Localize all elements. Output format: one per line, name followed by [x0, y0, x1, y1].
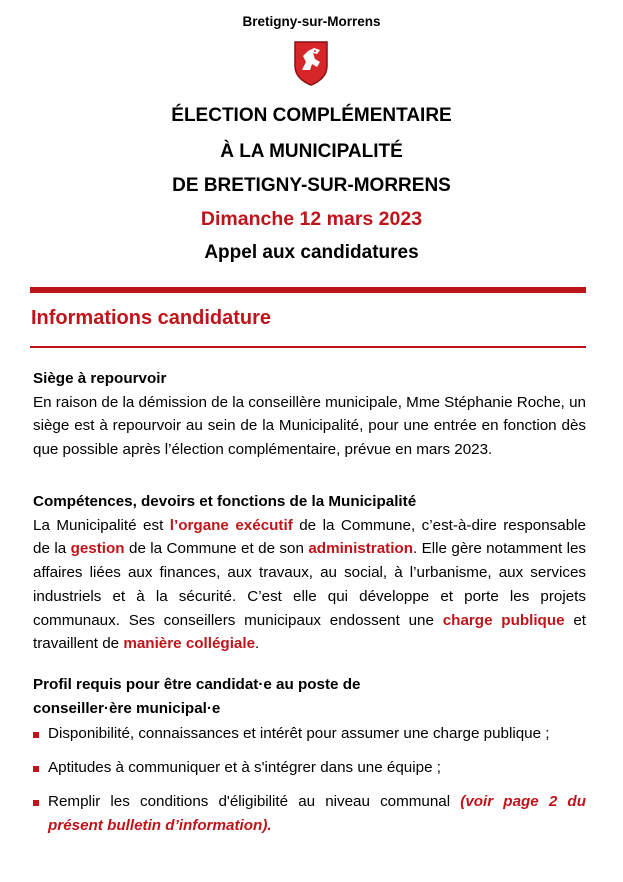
section-top-rule	[30, 287, 586, 293]
competences-text-part: de la Commune, c’est-à-dire responsable de la	[33, 516, 586, 558]
highlight-gestion: gestion	[70, 540, 125, 558]
competences-text-part: et travaillent de	[33, 611, 586, 653]
eligibility-note: (voir page 2 du présent bulletin d’information).	[48, 792, 586, 834]
requirements-list	[33, 722, 586, 837]
list-item	[33, 756, 586, 780]
profil-heading-line-2: conseiller·ère municipal·e	[33, 699, 221, 717]
competences-text-part: La Municipalité est	[33, 516, 170, 534]
profil-heading-line-1: Profil requis pour être candidat·e au poste de	[33, 676, 361, 693]
siege-text: En raison de la démission de la conseillère municipale, Mme Stéphanie Roche, un siège est à repourvoir au sein de la Municipalité, pour une entrée en fonction dès que possible après l’élection complémentaire, prévue en mars 2023.	[33, 393, 586, 459]
bullet-square-icon	[33, 732, 39, 738]
town-name: Bretigny-sur-Morrens	[242, 14, 381, 29]
list-item	[33, 722, 586, 746]
title-line-1: ÉLECTION COMPLÉMENTAIRE	[171, 105, 452, 126]
section-bottom-rule	[30, 346, 586, 348]
coat-of-arms-icon	[293, 40, 329, 86]
competences-text-part: . Elle gère notamment les affaires liées aux finances, aux travaux, au social, à l’urbanisme, aux services industriels et à la sécurité. C’est elle qui développe et porte les projets communaux. Ses conseillers municipaux endossent une	[33, 540, 586, 629]
list-item	[33, 790, 586, 837]
appeal-subtitle: Appel aux candidatures	[204, 242, 419, 263]
title-line-3: DE BRETIGNY-SUR-MORRENS	[172, 175, 451, 196]
highlight-charge-publique: charge publique	[442, 611, 565, 629]
siege-heading: Siège à repourvoir	[33, 370, 167, 387]
competences-heading: Compétences, devoirs et fonctions de la Municipalité	[33, 493, 417, 510]
competences-text-part: de la Commune et de son	[124, 540, 309, 558]
list-item-text: Remplir les conditions d'éligibilité au niveau communal	[48, 792, 451, 810]
list-item-text: Disponibilité, connaissances et intérêt pour assumer une charge publique ;	[48, 725, 550, 743]
bullet-square-icon	[33, 800, 39, 806]
profil-section	[33, 673, 586, 847]
competences-section	[33, 490, 586, 656]
competences-text-part: .	[255, 635, 260, 653]
competences-text	[33, 514, 586, 656]
list-item-text: Aptitudes à communiquer et à s'intégrer dans une équipe ;	[48, 759, 441, 777]
highlight-organe-executif: l’organe exécutif	[169, 516, 293, 534]
section-title: Informations candidature	[31, 307, 272, 329]
highlight-administration: administration	[308, 540, 413, 558]
election-date: Dimanche 12 mars 2023	[200, 208, 423, 230]
highlight-maniere-collegiale: manière collégiale	[123, 635, 256, 653]
title-line-2: À LA MUNICIPALITÉ	[220, 141, 403, 162]
bullet-square-icon	[33, 766, 39, 772]
siege-section	[33, 367, 586, 462]
